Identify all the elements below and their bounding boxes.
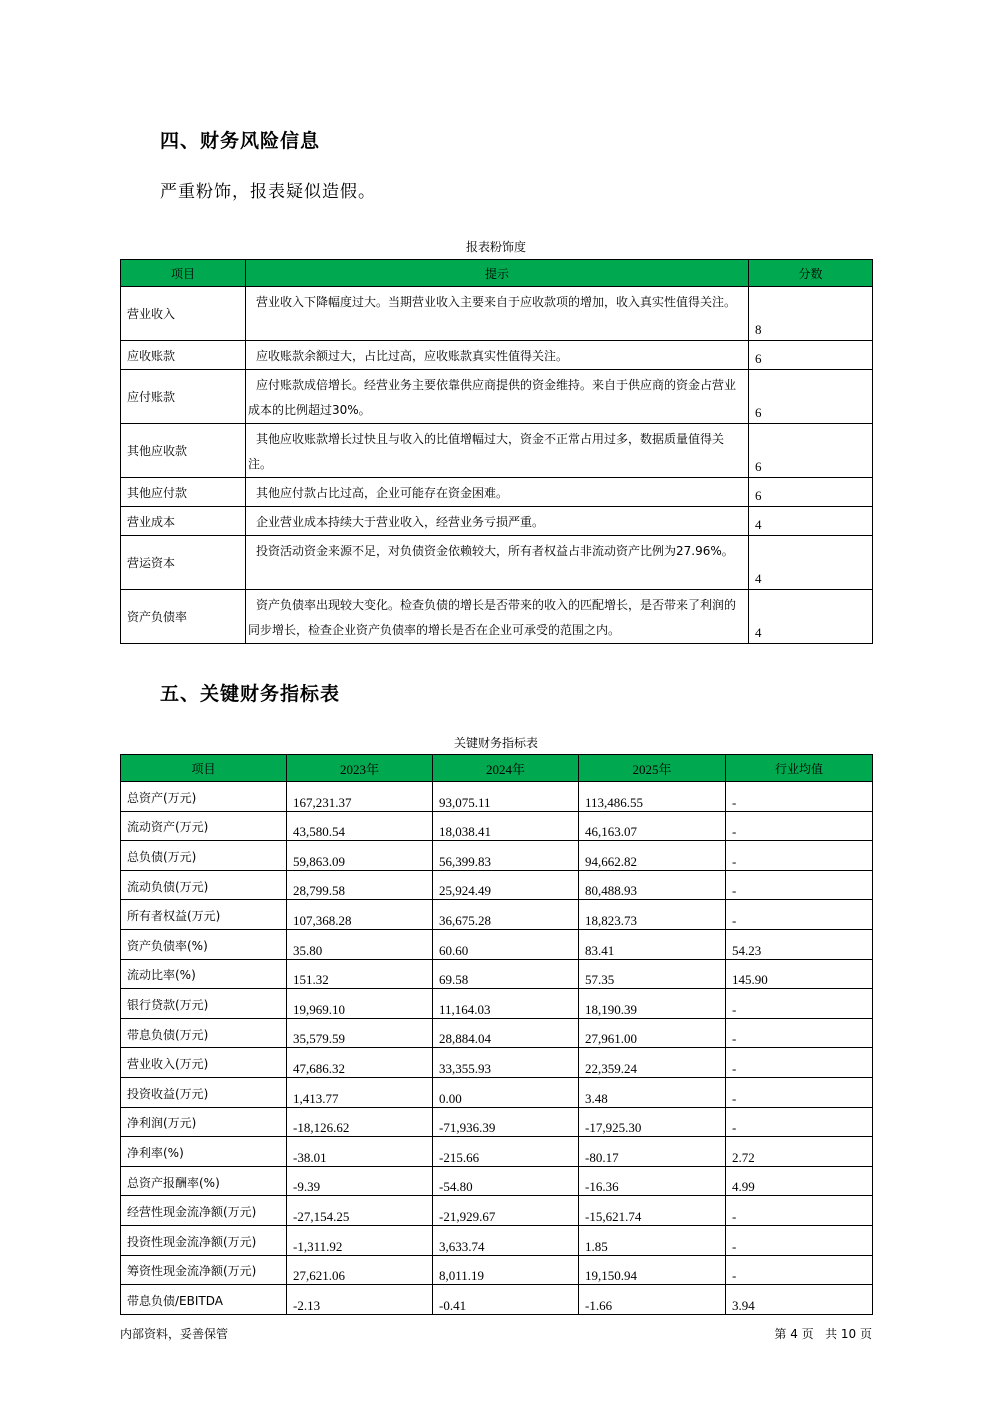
risk-hint-cell: 其他应收账款增长过快且与收入的比值增幅过大，资金不正常占用过多，数据质量值得关注。 xyxy=(246,424,749,478)
risk-hint-cell: 投资活动资金来源不足，对负债资金依赖较大，所有者权益占非流动资产比例为27.96%。 xyxy=(246,536,749,590)
fin-item-cell: 流动比率(%) xyxy=(121,959,287,989)
fin-industry-avg-cell: 3.94 xyxy=(726,1285,873,1315)
risk-item-cell: 资产负债率 xyxy=(121,590,246,644)
fin-2024-cell: -21,929.67 xyxy=(433,1196,579,1226)
fin-item-cell: 带息负债(万元) xyxy=(121,1018,287,1048)
fin-header-2025: 2025年 xyxy=(579,755,726,782)
risk-table-caption: 报表粉饰度 xyxy=(465,240,526,254)
fin-2023-cell: 27,621.06 xyxy=(287,1255,433,1285)
risk-score-cell: 4 xyxy=(749,590,873,644)
risk-table-header-row xyxy=(121,260,873,287)
fin-2023-cell: -18,126.62 xyxy=(287,1107,433,1137)
fin-2023-cell: 35,579.59 xyxy=(287,1018,433,1048)
fin-item-cell: 总资产报酬率(%) xyxy=(121,1166,287,1196)
fin-industry-avg-cell: - xyxy=(726,989,873,1019)
risk-item-cell: 应付账款 xyxy=(121,370,246,424)
table-row xyxy=(121,900,873,930)
fin-item-cell: 净利润(万元) xyxy=(121,1107,287,1137)
table-row xyxy=(121,841,873,871)
risk-item-cell: 营业成本 xyxy=(121,507,246,536)
risk-summary: 严重粉饰，报表疑似造假。 xyxy=(160,182,376,202)
fin-header-2024: 2024年 xyxy=(433,755,579,782)
table-row xyxy=(121,1285,873,1315)
fin-2025-cell: 19,150.94 xyxy=(579,1255,726,1285)
fin-2024-cell: -54.80 xyxy=(433,1166,579,1196)
risk-score-cell: 8 xyxy=(749,287,873,341)
table-row xyxy=(121,1166,873,1196)
table-row xyxy=(121,1196,873,1226)
fin-item-cell: 净利率(%) xyxy=(121,1137,287,1167)
fin-2024-cell: 69.58 xyxy=(433,959,579,989)
table-row xyxy=(121,870,873,900)
fin-2025-cell: 80,488.93 xyxy=(579,870,726,900)
fin-2023-cell: 1,413.77 xyxy=(287,1077,433,1107)
fin-2025-cell: -1.66 xyxy=(579,1285,726,1315)
fin-2024-cell: 18,038.41 xyxy=(433,811,579,841)
fin-2023-cell: 28,799.58 xyxy=(287,870,433,900)
fin-2024-cell: 11,164.03 xyxy=(433,989,579,1019)
risk-header-score: 分数 xyxy=(749,260,873,287)
table-row xyxy=(121,424,873,478)
fin-2024-cell: 0.00 xyxy=(433,1077,579,1107)
fin-item-cell: 投资性现金流净额(万元) xyxy=(121,1225,287,1255)
risk-item-cell: 营业收入 xyxy=(121,287,246,341)
risk-header-hint: 提示 xyxy=(246,260,749,287)
fin-industry-avg-cell: - xyxy=(726,782,873,812)
fin-2024-cell: -215.66 xyxy=(433,1137,579,1167)
fin-industry-avg-cell: - xyxy=(726,1107,873,1137)
footer-page-number: 第 4 页 共 10 页 xyxy=(774,1327,872,1341)
fin-2024-cell: 28,884.04 xyxy=(433,1018,579,1048)
fin-2023-cell: 19,969.10 xyxy=(287,989,433,1019)
fin-industry-avg-cell: 54.23 xyxy=(726,929,873,959)
risk-hint-cell: 应收账款余额过大，占比过高，应收账款真实性值得关注。 xyxy=(246,341,749,370)
fin-item-cell: 流动资产(万元) xyxy=(121,811,287,841)
fin-industry-avg-cell: - xyxy=(726,870,873,900)
risk-item-cell: 其他应付款 xyxy=(121,478,246,507)
footer-confidential-note: 内部资料，妥善保管 xyxy=(120,1327,229,1341)
fin-2023-cell: 167,231.37 xyxy=(287,782,433,812)
fin-2025-cell: 94,662.82 xyxy=(579,841,726,871)
fin-2025-cell: 113,486.55 xyxy=(579,782,726,812)
section-5-title: 五、关键财务指标表 xyxy=(160,683,341,705)
risk-item-cell: 其他应收款 xyxy=(121,424,246,478)
fin-2023-cell: -1,311.92 xyxy=(287,1225,433,1255)
risk-hint-cell: 应付账款成倍增长。经营业务主要依靠供应商提供的资金维持。来自于供应商的资金占营业成本的比例超过30%。 xyxy=(246,370,749,424)
fin-industry-avg-cell: 4.99 xyxy=(726,1166,873,1196)
fin-2024-cell: -0.41 xyxy=(433,1285,579,1315)
table-row xyxy=(121,1018,873,1048)
fin-2025-cell: 22,359.24 xyxy=(579,1048,726,1078)
table-row xyxy=(121,590,873,644)
fin-item-cell: 银行贷款(万元) xyxy=(121,989,287,1019)
table-row xyxy=(121,1225,873,1255)
risk-hint-cell: 其他应付款占比过高，企业可能存在资金困难。 xyxy=(246,478,749,507)
fin-item-cell: 总资产(万元) xyxy=(121,782,287,812)
fin-2024-cell: 36,675.28 xyxy=(433,900,579,930)
fin-item-cell: 投资收益(万元) xyxy=(121,1077,287,1107)
fin-industry-avg-cell: - xyxy=(726,900,873,930)
fin-2025-cell: 57.35 xyxy=(579,959,726,989)
table-row xyxy=(121,1077,873,1107)
fin-2024-cell: 56,399.83 xyxy=(433,841,579,871)
risk-item-cell: 应收账款 xyxy=(121,341,246,370)
table-row xyxy=(121,1255,873,1285)
fin-2025-cell: 83.41 xyxy=(579,929,726,959)
fin-2024-cell: 3,633.74 xyxy=(433,1225,579,1255)
fin-2025-cell: 3.48 xyxy=(579,1077,726,1107)
fin-industry-avg-cell: - xyxy=(726,1018,873,1048)
fin-2023-cell: 59,863.09 xyxy=(287,841,433,871)
fin-industry-avg-cell: 2.72 xyxy=(726,1137,873,1167)
fin-header-item: 项目 xyxy=(121,755,287,782)
table-row xyxy=(121,287,873,341)
financial-table-header-row xyxy=(121,755,873,782)
table-row xyxy=(121,507,873,536)
fin-2023-cell: 35.80 xyxy=(287,929,433,959)
fin-2025-cell: 18,823.73 xyxy=(579,900,726,930)
risk-score-cell: 4 xyxy=(749,536,873,590)
fin-item-cell: 营业收入(万元) xyxy=(121,1048,287,1078)
table-row xyxy=(121,1137,873,1167)
fin-industry-avg-cell: - xyxy=(726,1255,873,1285)
financial-indicators-table xyxy=(120,754,873,1315)
fin-2024-cell: 8,011.19 xyxy=(433,1255,579,1285)
fin-item-cell: 流动负债(万元) xyxy=(121,870,287,900)
fin-2024-cell: 33,355.93 xyxy=(433,1048,579,1078)
table-row xyxy=(121,536,873,590)
fin-item-cell: 资产负债率(%) xyxy=(121,929,287,959)
fin-item-cell: 总负债(万元) xyxy=(121,841,287,871)
fin-2024-cell: 60.60 xyxy=(433,929,579,959)
risk-score-cell: 6 xyxy=(749,370,873,424)
fin-item-cell: 所有者权益(万元) xyxy=(121,900,287,930)
fin-2025-cell: 46,163.07 xyxy=(579,811,726,841)
fin-2025-cell: 27,961.00 xyxy=(579,1018,726,1048)
table-row xyxy=(121,959,873,989)
fin-2024-cell: 25,924.49 xyxy=(433,870,579,900)
risk-score-cell: 6 xyxy=(749,424,873,478)
fin-2025-cell: -80.17 xyxy=(579,1137,726,1167)
fin-industry-avg-cell: - xyxy=(726,811,873,841)
fin-industry-avg-cell: - xyxy=(726,841,873,871)
fin-industry-avg-cell: - xyxy=(726,1048,873,1078)
fin-2023-cell: 107,368.28 xyxy=(287,900,433,930)
fin-2025-cell: 18,190.39 xyxy=(579,989,726,1019)
table-row xyxy=(121,1107,873,1137)
section-4-title: 四、财务风险信息 xyxy=(160,130,321,152)
table-row xyxy=(121,989,873,1019)
table-row xyxy=(121,341,873,370)
risk-header-item: 项目 xyxy=(121,260,246,287)
fin-industry-avg-cell: - xyxy=(726,1196,873,1226)
fin-2023-cell: -9.39 xyxy=(287,1166,433,1196)
fin-2023-cell: -38.01 xyxy=(287,1137,433,1167)
fin-2023-cell: -2.13 xyxy=(287,1285,433,1315)
risk-table xyxy=(120,259,873,644)
fin-industry-avg-cell: - xyxy=(726,1077,873,1107)
fin-industry-avg-cell: - xyxy=(726,1225,873,1255)
table-row xyxy=(121,782,873,812)
fin-2025-cell: 1.85 xyxy=(579,1225,726,1255)
fin-2024-cell: -71,936.39 xyxy=(433,1107,579,1137)
fin-header-industry-avg: 行业均值 xyxy=(726,755,873,782)
fin-item-cell: 筹资性现金流净额(万元) xyxy=(121,1255,287,1285)
table-row xyxy=(121,929,873,959)
risk-hint-cell: 企业营业成本持续大于营业收入，经营业务亏损严重。 xyxy=(246,507,749,536)
risk-score-cell: 6 xyxy=(749,341,873,370)
fin-header-2023: 2023年 xyxy=(287,755,433,782)
fin-item-cell: 经营性现金流净额(万元) xyxy=(121,1196,287,1226)
fin-2025-cell: -15,621.74 xyxy=(579,1196,726,1226)
risk-hint-cell: 营业收入下降幅度过大。当期营业收入主要来自于应收款项的增加，收入真实性值得关注。 xyxy=(246,287,749,341)
fin-2023-cell: 43,580.54 xyxy=(287,811,433,841)
fin-2024-cell: 93,075.11 xyxy=(433,782,579,812)
risk-item-cell: 营运资本 xyxy=(121,536,246,590)
fin-2023-cell: -27,154.25 xyxy=(287,1196,433,1226)
table-row xyxy=(121,370,873,424)
fin-2023-cell: 47,686.32 xyxy=(287,1048,433,1078)
table-row xyxy=(121,1048,873,1078)
fin-industry-avg-cell: 145.90 xyxy=(726,959,873,989)
risk-score-cell: 4 xyxy=(749,507,873,536)
financial-table-caption: 关键财务指标表 xyxy=(453,736,538,750)
risk-hint-cell: 资产负债率出现较大变化。检查负债的增长是否带来的收入的匹配增长，是否带来了利润的同步增长，检查企业资产负债率的增长是否在企业可承受的范围之内。 xyxy=(246,590,749,644)
fin-2025-cell: -16.36 xyxy=(579,1166,726,1196)
table-row xyxy=(121,811,873,841)
fin-item-cell: 带息负债/EBITDA xyxy=(121,1285,287,1315)
risk-score-cell: 6 xyxy=(749,478,873,507)
table-row xyxy=(121,478,873,507)
fin-2025-cell: -17,925.30 xyxy=(579,1107,726,1137)
fin-2023-cell: 151.32 xyxy=(287,959,433,989)
